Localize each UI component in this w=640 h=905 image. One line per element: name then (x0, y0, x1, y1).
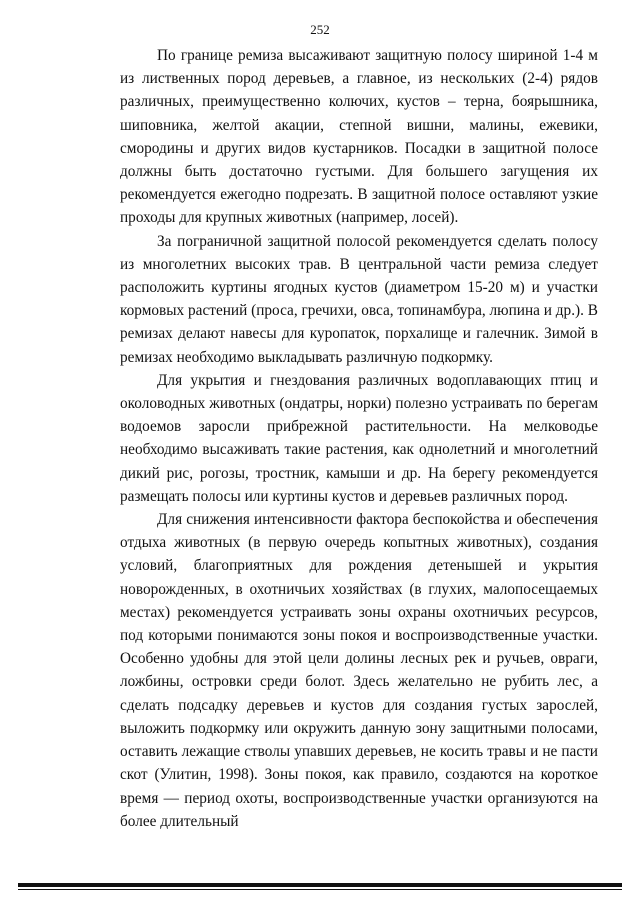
page-number: 252 (310, 22, 330, 37)
paragraph-4: Для снижения интенсивности фактора беспокойства и обеспечения отдыха животных (в первую очередь копытных животных), создания условий, благоприятных для рождения детенышей и укрытия новорожденных, в охотничьих хозяйствах (в глухих, малопосещаемых местах) рекомендуется устраивать зоны охраны охотничьих ресурсов, под которыми понимаются зоны покоя и воспроизводственные участки. Особенно удобны для этой цели долины лесных рек и ручьев, овраги, ложбины, островки среди болот. Здесь желательно не рубить лес, а сделать подсадку деревьев и кустов для создания густых зарослей, выложить подкормку или окружить данную зону защитными полосами, оставить лежащие стволы упавших деревьев, не косить травы и не пасти скот (Улитин, 1998). Зоны покоя, как правило, создаются на короткое время — период охоты, воспроизводственные участки организуются на более длительный (120, 511, 598, 830)
body-text (120, 44, 598, 833)
paragraph-3: Для укрытия и гнездования различных водоплавающих птиц и околоводных животных (ондатры, норки) полезно устраивать по берегам водоемов заросли прибрежной растительности. На мелководье необходимо высаживать такие растения, как однолетний и многолетний дикий рис, рогозы, тростник, камыши и др. На берегу рекомендуется размещать полосы или куртины кустов и деревьев различных пород. (120, 371, 598, 505)
paragraph-1: По границе ремиза высаживают защитную полосу шириной 1-4 м из лиственных пород деревьев, а главное, из нескольких (2-4) рядов различных, преимущественно колючих, кустов – терна, боярышника, шиповника, желтой акации, степной вишни, малины, ежевики, смородины и других видов кустарников. Посадки в защитной полосе должны быть достаточно густыми. Для большего загущения их рекомендуется ежегодно подрезать. В защитной полосе оставляют узкие проходы для крупных животных (например, лосей). (120, 47, 598, 227)
footer-rule-thick (18, 883, 622, 887)
footer-rule-thin (18, 889, 622, 890)
paragraph-2: За пограничной защитной полосой рекомендуется сделать полосу из многолетних высоких трав. В центральной части ремиза следует расположить куртины ягодных кустов (диаметром 15-20 м) и участки кормовых растений (проса, гречихи, овса, топинамбура, люпина и др.). В ремизах делают навесы для куропаток, порхалище и галечник. Зимой в ремизах необходимо выкладывать различную подкормку. (120, 232, 598, 366)
